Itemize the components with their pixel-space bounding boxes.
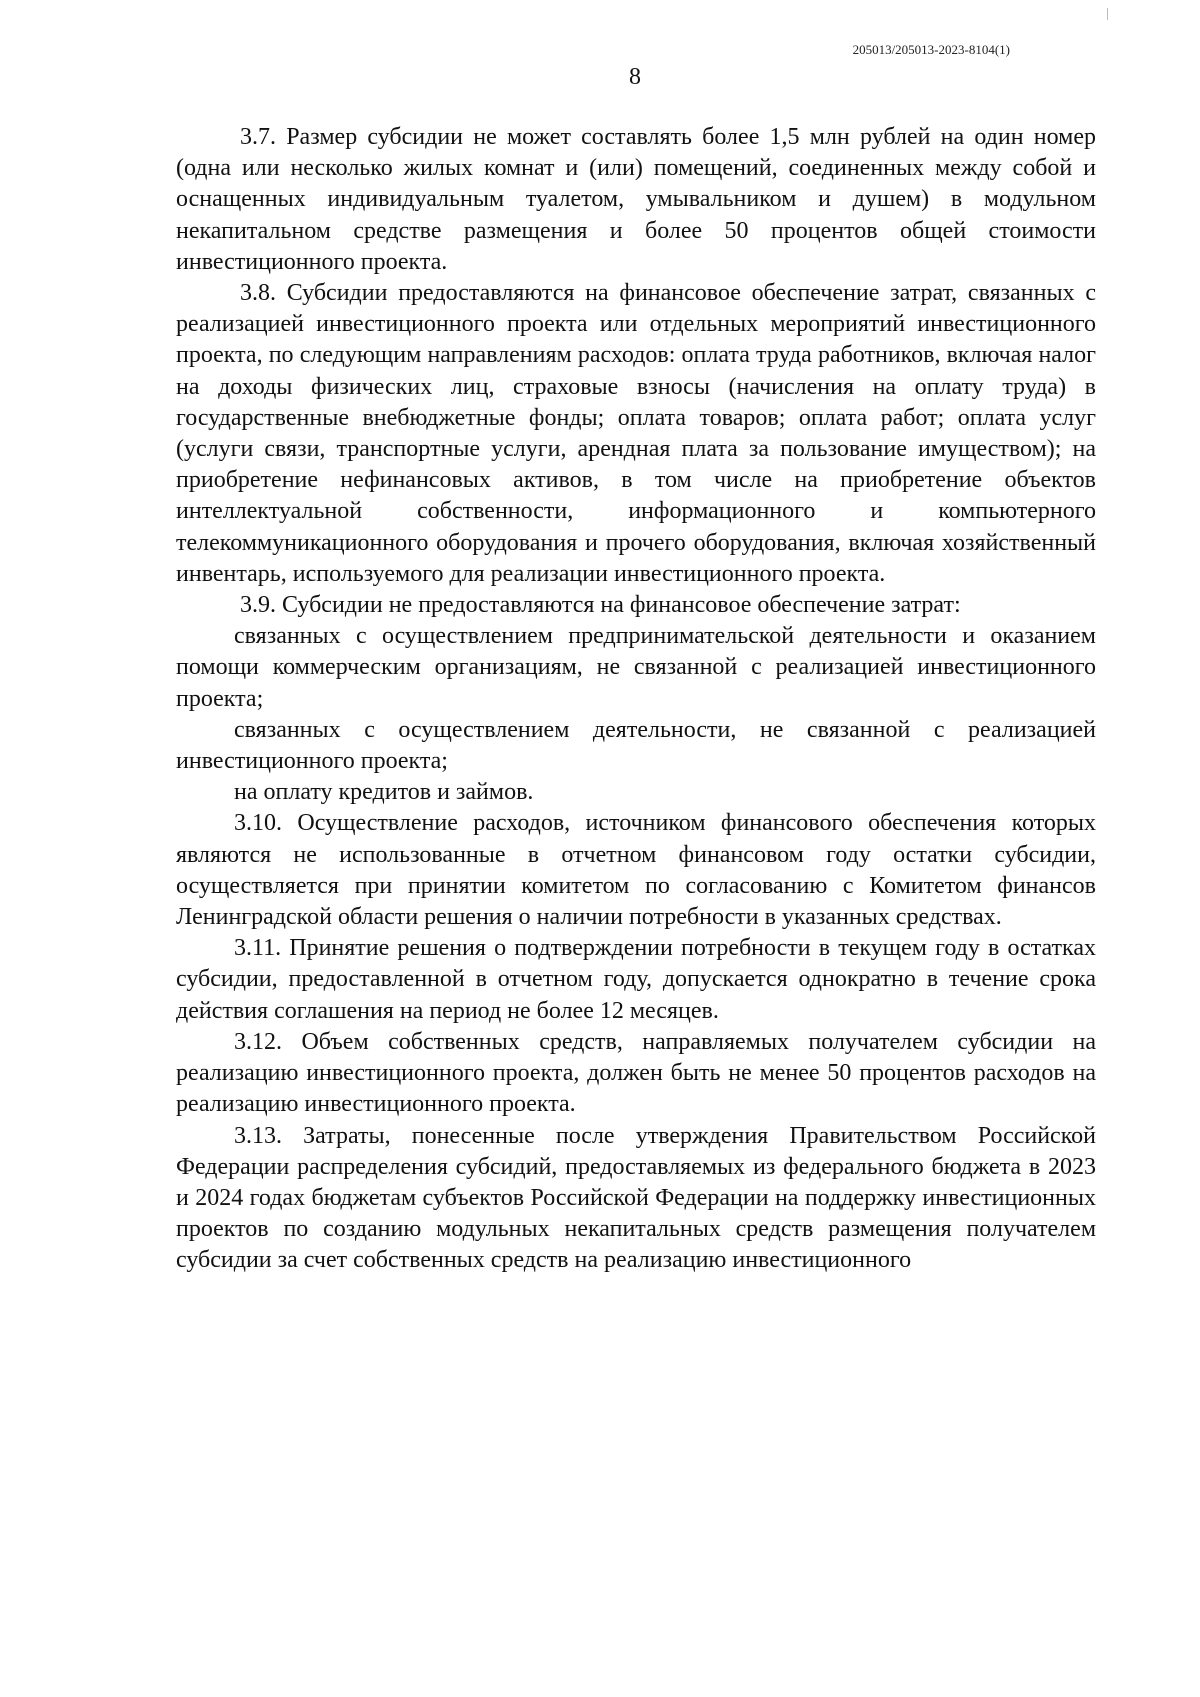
paragraph-3-7: 3.7. Размер субсидии не может составлять более 1,5 млн рублей на один номер (одна или несколько жилых комнат и (или) помещений, соединенных между собой и оснащенных индивидуальным туалетом, умывальником и душем) в модульном некапитальном средстве размещения и более 50 процентов общей стоимости инвестиционного проекта. bbox=[176, 124, 1096, 275]
paragraph-3-8: 3.8. Субсидии предоставляются на финансовое обеспечение затрат, связанных с реализацией инвестиционного проекта или отдельных мероприятий инвестиционного проекта, по следующим направлениям расходов: оплата труда работников, включая налог на доходы физических лиц, страховые взносы (начисления на оплату труда) в государственные внебюджетные фонды; оплата товаров; оплата работ; оплата услуг (услуги связи, транспортные услуги, арендная плата за пользование имуществом); на приобретение нефинансовых активов, в том числе на приобретение объектов интеллектуальной собственности, информационного и компьютерного телекоммуникационного оборудования и прочего оборудования, включая хозяйственный инвентарь, используемого для реализации инвестиционного проекта. bbox=[176, 280, 1096, 587]
paragraph-3-10: 3.10. Осуществление расходов, источником финансового обеспечения которых являются не использованные в отчетном финансовом году остатки субсидии, осуществляется при принятии комитетом по согласованию с Комитетом финансов Ленинградской области решения о наличии потребности в указанных средствах. bbox=[176, 810, 1096, 931]
paragraph-3-13: 3.13. Затраты, понесенные после утверждения Правительством Российской Федерации распределения субсидий, предоставляемых из федерального бюджета в 2023 и 2024 годах бюджетам субъектов Российской Федерации на поддержку инвестиционных проектов по созданию модульных некапитальных средств размещения получателем субсидии за счет собственных средств на реализацию инвестиционного bbox=[176, 1122, 1096, 1274]
list-item-other-activity: связанных с осуществлением деятельности, не связанной с реализацией инвестиционного проекта; bbox=[176, 716, 1096, 775]
document-reference-number: 205013/205013-2023-8104(1) bbox=[852, 42, 1010, 57]
scan-mark bbox=[1107, 8, 1108, 20]
paragraph-3-12: 3.12. Объем собственных средств, направляемых получателем субсидии на реализацию инвестиционного проекта, должен быть не менее 50 процентов расходов на реализацию инвестиционного проекта. bbox=[176, 1028, 1096, 1118]
list-item-business-activity: связанных с осуществлением предпринимательской деятельности и оказанием помощи коммерческим организациям, не связанной с реализацией инвестиционного проекта; bbox=[176, 623, 1096, 712]
list-item-loans: на оплату кредитов и займов. bbox=[234, 779, 534, 806]
page-number: 8 bbox=[629, 64, 641, 90]
paragraph-3-11: 3.11. Принятие решения о подтверждении потребности в текущем году в остатках субсидии, предоставленной в отчетном году, допускается однократно в течение срока действия соглашения на период не более 12 месяцев. bbox=[176, 935, 1096, 1024]
document-body bbox=[176, 122, 1096, 1277]
paragraph-3-9: 3.9. Субсидии не предоставляются на финансовое обеспечение затрат: bbox=[240, 592, 961, 619]
